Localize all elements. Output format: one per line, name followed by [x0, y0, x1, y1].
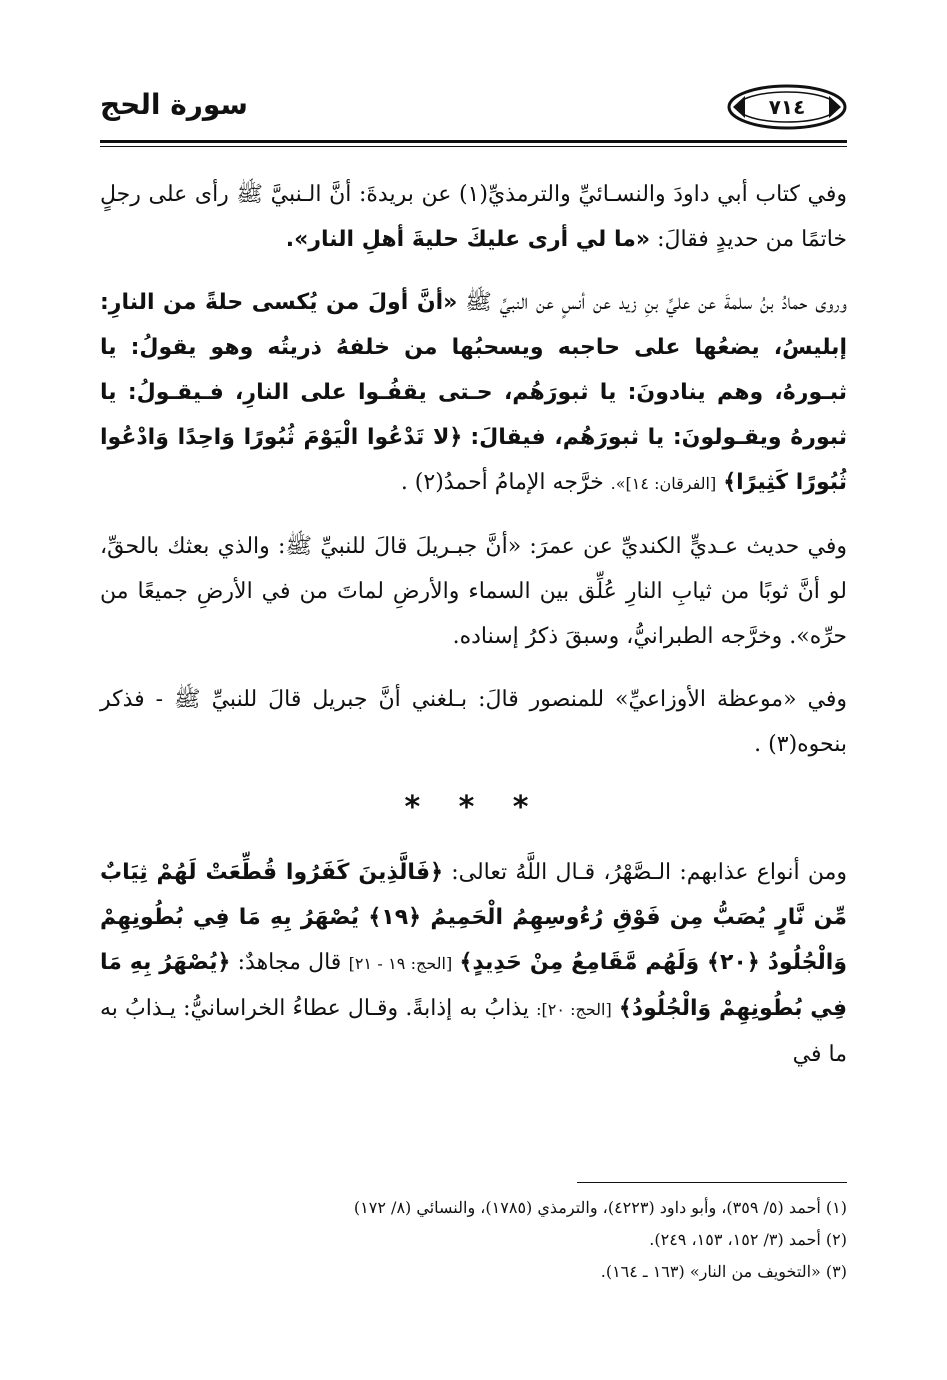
p2-text-b: خرَّجه الإمامُ أحمدُ(٢) .: [400, 470, 604, 495]
paragraph-3: [100, 524, 847, 659]
p5-verse-ref-1: [الحج: ١٩ - ٢١]: [348, 954, 453, 973]
p3-text-b: وخرَّجه الطبرانيُّ، وسبقَ ذكرُ إسناده.: [452, 624, 783, 649]
paragraph-1: [100, 172, 847, 262]
header-rule: [100, 140, 847, 143]
p5-quran-verse-2: ﴿يُصْهَرُ بِهِ مَا فِي بُطُونِهِمْ وَالْجُلُودُ﴾: [100, 950, 847, 1021]
page-header: [100, 80, 847, 140]
page-number-badge: [727, 84, 847, 130]
footnote-1: (١) أحمد (٥/ ٣٥٩)، وأبو داود (٤٢٢٣)، والترمذي (١٧٨٥)، والنسائي (٨/ ١٧٢): [353, 1198, 847, 1217]
paragraph-4: [100, 677, 847, 767]
p2-text-a: وروى حمادُ بنُ سلمةَ عن عليِّ بنِ زيد عن أنسٍ عن النبيِّ ﷺ: [465, 290, 847, 315]
main-text: [100, 172, 847, 1095]
p5-text-c: يذابُ به إذابةً. وقـال عطاءُ الخراسانيُّ: يـذابُ به ما في: [100, 996, 847, 1067]
p2-hadith-quote: «أنَّ أولَ من يُكسى حلةً من النارِ: إبليسُ، يضعُها على حاجبه ويسحبُها من خلفهُ ذريتُه وهو يقولُ: يا ثبـورهُ، وهم ينادونَ: يا ثبورَهُم، حـتى يقفُـوا على النارِ، فـيقـولُ: يا ثبورهُ ويقـولونَ: يا ثبورَهُم، فيقالَ:: [100, 290, 847, 450]
footnotes: [100, 1192, 847, 1288]
page-number: ٧١٤: [768, 95, 806, 119]
p1-hadith-quote: «ما لي أرى عليكَ حليةَ أهلِ النار».: [285, 227, 651, 252]
p5-quran-verse-1: ﴿فَالَّذِينَ كَفَرُوا قُطِّعَتْ لَهُمْ ثِيَابٌ مِّن نَّارٍ يُصَبُّ مِن فَوْقِ رُءُوسِهِمُ الْحَمِيمُ ﴿١٩﴾ يُصْهَرُ بِهِ مَا فِي بُطُونِهِمْ وَالْجُلُودُ ﴿٢٠﴾ وَلَهُم مَّقَامِعُ مِنْ حَدِيدٍ﴾: [100, 860, 848, 975]
section-separator: * * *: [404, 790, 543, 825]
paragraph-2: [100, 280, 847, 506]
p5-verse-ref-2: [الحج: ٢٠]:: [536, 1000, 612, 1019]
p2-quran-verse: ﴿لا تَدْعُوا الْيَوْمَ ثُبُورًا وَاحِدًا وَادْعُوا ثُبُورًا كَثِيرًا﴾: [100, 425, 847, 495]
paragraph-5: [100, 850, 847, 1077]
header-rule-thin: [100, 146, 847, 147]
p5-text-a: ومن أنواع عذابهم: الـصَّهْرُ، قـال اللَّهُ تعالى:: [451, 860, 847, 885]
p3-text-a: وفي حديث عـديٍّ الكنديِّ عن عمرَ: «أنَّ جبـريلَ قالَ للنبيِّ ﷺ: والذي بعثك بالحقِّ، لو أنَّ ثوبًا من ثيابِ النارِ عُلِّق بين السماء والأرضِ لماتَ من في الأرضِ جميعًا من حرِّه».: [100, 534, 847, 649]
p5-text-b: قال مجاهدٌ:: [237, 950, 342, 975]
surah-title: سورة الحج: [100, 88, 248, 121]
p2-verse-ref: [الفرقان: ١٤]».: [610, 474, 717, 493]
footnote-2: (٢) أحمد (٣/ ١٥٢، ١٥٣، ٢٤٩).: [649, 1230, 847, 1249]
footnote-3: (٣) «التخويف من النار» (١٦٣ ـ ١٦٤).: [600, 1262, 847, 1281]
p4-text: وفي «موعظة الأوزاعيِّ» للمنصور قالَ: بـلغني أنَّ جبريل قالَ للنبيِّ ﷺ - فذكر بنحوه(٣) .: [100, 687, 847, 757]
footnote-rule: [577, 1182, 847, 1183]
p1-text: وفي كتاب أبي داودَ والنسـائيِّ والترمذيِّ(١) عن بريدةَ: أنَّ الـنبيَّ ﷺ رأى على رجلٍ خاتمًا من حديدٍ فقالَ:: [100, 182, 847, 252]
